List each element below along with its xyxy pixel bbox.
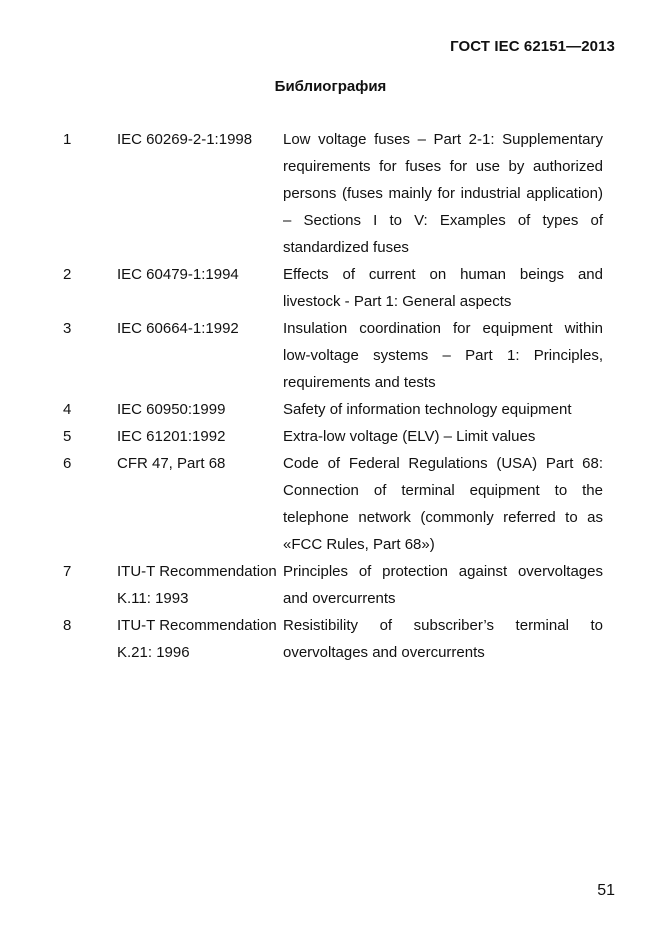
entry-number: 1 bbox=[63, 131, 72, 148]
entry-number: 4 bbox=[63, 401, 72, 418]
entry-description: Principles of protection against overvoltages and overcurrents bbox=[283, 563, 603, 607]
entry-number: 8 bbox=[63, 617, 72, 634]
bibliography-entry bbox=[63, 261, 603, 315]
bibliography-entry bbox=[63, 612, 603, 666]
entry-reference: IEC 60479-1:1994 bbox=[117, 266, 239, 283]
entry-description: Insulation coordination for equipment within low-voltage systems – Part 1: Principles, requirements and tests bbox=[283, 320, 603, 391]
bibliography-entry bbox=[63, 423, 603, 450]
bibliography-title: Библиография bbox=[274, 78, 387, 95]
bibliography-entry bbox=[63, 450, 603, 558]
entry-reference: ITU-T Recommendation K.11: 1993 bbox=[117, 563, 277, 607]
entry-reference: ITU-T Recommendation K.21: 1996 bbox=[117, 617, 277, 661]
bibliography-entry bbox=[63, 558, 603, 612]
entry-description: Resistibility of subscriber’s terminal to overvoltages and overcurrents bbox=[283, 617, 603, 661]
entry-number: 2 bbox=[63, 266, 72, 283]
entry-description: Code of Federal Regulations (USA) Part 68: Connection of terminal equipment to the telephone network (commonly referred to as «FCC Rules, Part 68») bbox=[283, 455, 603, 553]
entry-number: 5 bbox=[63, 428, 72, 445]
page-number: 51 bbox=[597, 882, 615, 899]
entry-number: 6 bbox=[63, 455, 72, 472]
bibliography-entry bbox=[63, 315, 603, 396]
bibliography-list bbox=[63, 126, 603, 666]
entry-reference: IEC 60950:1999 bbox=[117, 401, 226, 418]
entry-reference: IEC 60269-2-1:1998 bbox=[117, 131, 253, 148]
bibliography-entry bbox=[63, 126, 603, 261]
entry-number: 3 bbox=[63, 320, 72, 337]
entry-reference: IEC 60664-1:1992 bbox=[117, 320, 239, 337]
entry-description: Extra-low voltage (ELV) – Limit values bbox=[283, 428, 536, 445]
entry-description: Low voltage fuses – Part 2-1: Supplementary requirements for fuses for use by authorized persons (fuses mainly for industrial application) – Sections I to V: Examples of types of standardized fuses bbox=[283, 131, 603, 256]
entry-reference: CFR 47, Part 68 bbox=[117, 455, 226, 472]
bibliography-entry bbox=[63, 396, 603, 423]
entry-number: 7 bbox=[63, 563, 72, 580]
entry-description: Effects of current on human beings and livestock - Part 1: General aspects bbox=[283, 266, 603, 310]
entry-reference: IEC 61201:1992 bbox=[117, 428, 226, 445]
document-code-header: ГОСТ IEC 62151—2013 bbox=[450, 38, 615, 55]
entry-description: Safety of information technology equipment bbox=[283, 401, 572, 418]
